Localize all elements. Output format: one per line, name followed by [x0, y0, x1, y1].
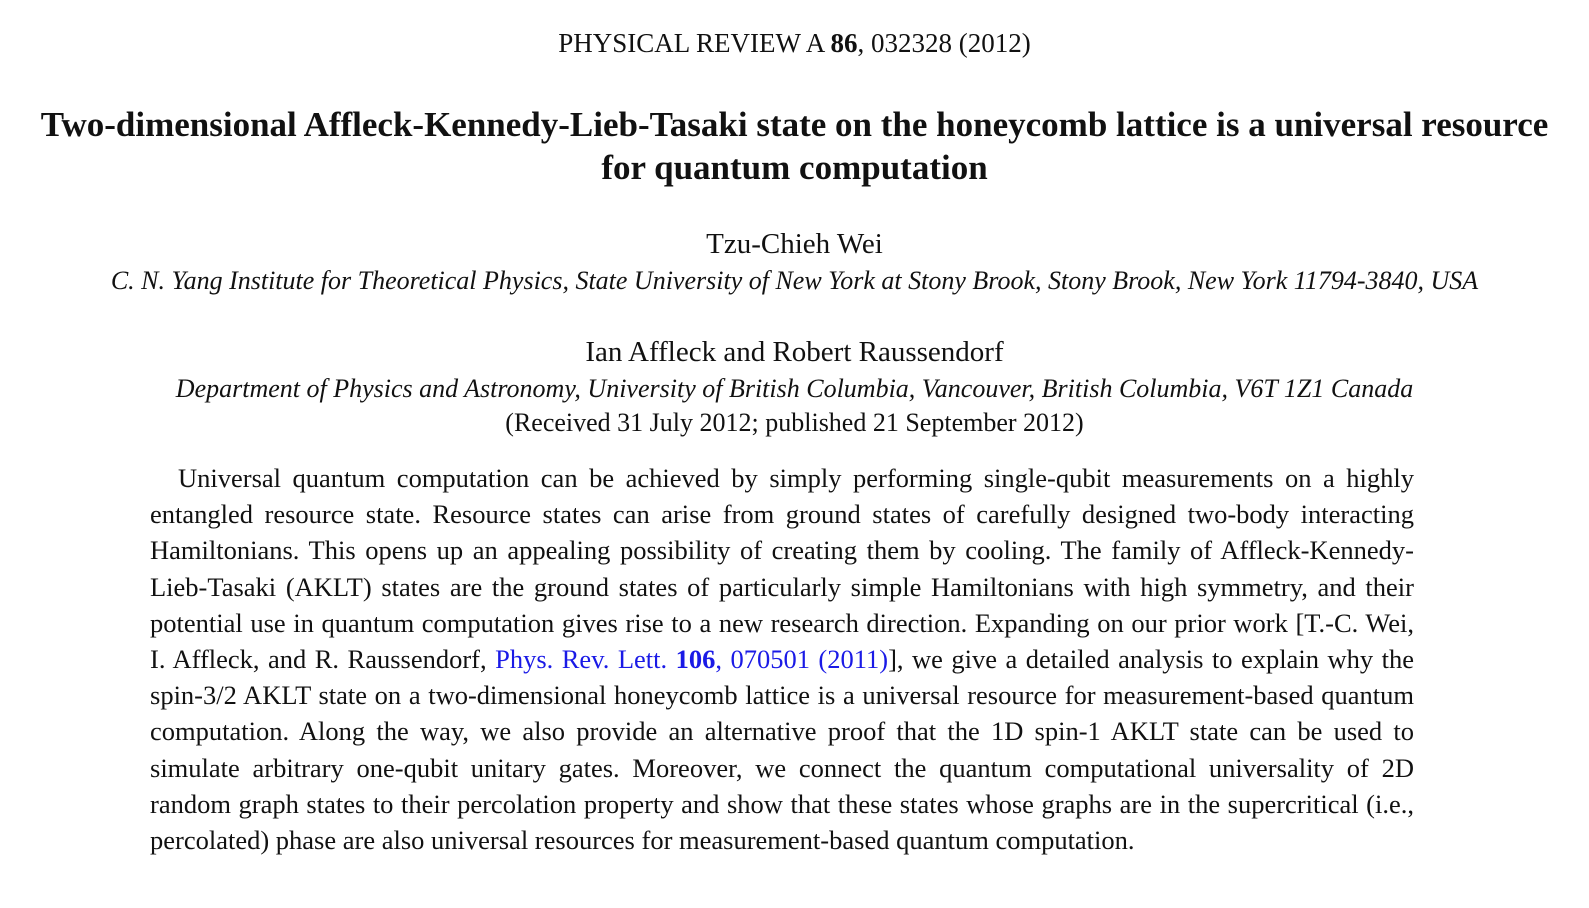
reference-rest: , 070501 (2011) — [715, 644, 889, 675]
author-1: Tzu-Chieh Wei — [706, 228, 883, 260]
reference-journal: Phys. Rev. Lett. — [495, 644, 676, 675]
journal-name: PHYSICAL REVIEW A — [558, 28, 824, 58]
paper-title: Two-dimensional Affleck-Kennedy-Lieb-Tasaki state on the honeycomb lattice is a universal resource for quantum computation — [40, 105, 1549, 187]
abstract-text-part1: Universal quantum computation can be achieved by simply performing single-qubit measurements on a highly entangled resource state. Resource states can arise from ground states of carefully designed two-body interacting Hamiltonians. This opens up an appealing possibility of creating them by cooling. The family of Affleck-Kennedy-Lieb-Tasaki (AKLT) states are the ground states of particularly simple Hamiltonians with high symmetry, and their potential use in quantum computation gives rise to a new research direction. Expanding on our prior work [T.-C. Wei, I. Affleck, and R. Raussendorf, — [150, 463, 1414, 675]
reference-volume: 106 — [675, 644, 716, 675]
reference-link[interactable] — [495, 644, 888, 674]
journal-volume: 86 — [830, 28, 858, 58]
abstract — [150, 460, 1414, 858]
journal-article-info: , 032328 (2012) — [857, 28, 1031, 58]
affiliation-1: C. N. Yang Institute for Theoretical Physics, State University of New York at Stony Brook, Stony Brook, New York 11794-3840, USA — [110, 266, 1479, 295]
author-2: Ian Affleck and Robert Raussendorf — [585, 336, 1004, 368]
journal-header — [0, 24, 1589, 62]
publication-dates: (Received 31 July 2012; published 21 September 2012) — [505, 408, 1084, 437]
affiliation-2: Department of Physics and Astronomy, University of British Columbia, Vancouver, British Columbia, V6T 1Z1 Canada — [175, 374, 1414, 403]
abstract-text-part2: ], we give a detailed analysis to explain why the spin-3/2 AKLT state on a two-dimensional honeycomb lattice is a universal resource for measurement-based quantum computation. Along the way, we also provide an alternative proof that the 1D spin-1 AKLT state can be used to simulate arbitrary one-qubit unitary gates. Moreover, we connect the quantum computational universality of 2D random graph states to their percolation property and show that these states whose graphs are in the supercritical (i.e., percolated) phase are also universal resources for measurement-based quantum computation. — [150, 644, 1415, 856]
